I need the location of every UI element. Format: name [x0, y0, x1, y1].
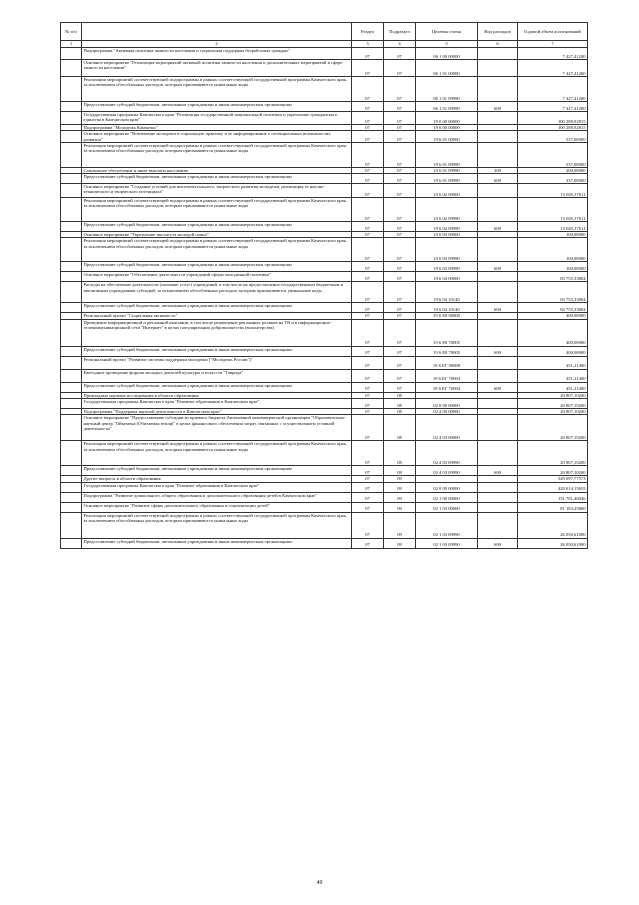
row-article-cell: 06 1 01 09990	[416, 77, 478, 102]
row-name-cell: Социальное обеспечение и иные выплаты населению	[82, 167, 352, 173]
row-article-cell: 02 4 03 09990	[416, 466, 478, 476]
row-article-cell: 19 6 04 10140	[416, 303, 478, 313]
table-row	[61, 174, 588, 184]
table-row	[61, 346, 588, 356]
row-vid-cell: 600	[478, 538, 518, 548]
table-row	[61, 60, 588, 77]
row-razdel-cell: 07	[352, 303, 384, 313]
header-number-cell: 2	[82, 41, 352, 48]
row-vid-cell	[478, 238, 518, 262]
row-number-cell	[61, 198, 82, 222]
row-podrazdel-cell: 07	[384, 125, 416, 131]
row-podrazdel-cell: 09	[384, 482, 416, 492]
row-podrazdel-cell: 09	[384, 476, 416, 482]
row-podrazdel-cell: 07	[384, 174, 416, 184]
table-row	[61, 441, 588, 466]
row-vid-cell	[478, 369, 518, 382]
row-podrazdel-cell: 07	[384, 232, 416, 238]
row-vid-cell	[478, 512, 518, 538]
row-amount-cell: 83 755,33804	[518, 282, 588, 303]
header-col-razdel: Раздел	[352, 23, 384, 41]
row-razdel-cell: 07	[352, 409, 384, 415]
row-amount-cell: 26 050,61000	[518, 538, 588, 548]
row-razdel-cell: 07	[352, 272, 384, 282]
row-amount-cell: 7 427,41200	[518, 77, 588, 102]
row-number-cell	[61, 356, 82, 369]
table-body	[61, 48, 588, 549]
row-article-cell: 19 6 02 09990	[416, 198, 478, 222]
row-podrazdel-cell: 07	[384, 346, 416, 356]
row-vid-cell: 600	[478, 466, 518, 476]
row-name-cell: Ежегодное проведение форума молодых деятелей культуры и искусств "Таврида"	[82, 369, 352, 382]
header-number-cell: 7	[518, 41, 588, 48]
row-podrazdel-cell: 07	[384, 167, 416, 173]
row-amount-cell: 537,00000	[518, 142, 588, 167]
table-row	[61, 77, 588, 102]
row-vid-cell	[478, 142, 518, 167]
row-razdel-cell: 07	[352, 125, 384, 131]
row-podrazdel-cell: 07	[384, 319, 416, 346]
row-razdel-cell: 07	[352, 346, 384, 356]
row-amount-cell: 100,00000	[518, 232, 588, 238]
header-col-number: № п/п	[61, 23, 82, 41]
row-podrazdel-cell: 08	[384, 399, 416, 409]
row-name-cell: Реализация мероприятий соответствующей подпрограммы в рамках соответствующей государственной программы Камчатского края, за исключением обособленных расходов, которым присваиваются уникальные коды	[82, 512, 352, 538]
row-vid-cell	[478, 131, 518, 143]
row-podrazdel-cell: 07	[384, 262, 416, 272]
row-amount-cell: 7 427,41200	[518, 60, 588, 77]
row-number-cell	[61, 399, 82, 409]
row-name-cell: Предоставление субсидий бюджетным, автономным учреждениям и иным некоммерческим организациям	[82, 382, 352, 392]
table-row	[61, 512, 588, 538]
row-name-cell: Расходы на обеспечение деятельности (оказание услуг) учреждений, в том числе на предоставление государственным бюджетным и автономным учреждениям субсидий, за исключением обособленных расходов, которым присваиваются уникальные коды	[82, 282, 352, 303]
row-podrazdel-cell: 07	[384, 131, 416, 143]
row-razdel-cell: 07	[352, 112, 384, 125]
row-number-cell	[61, 102, 82, 112]
row-name-cell: Предоставление субсидий бюджетным, автономным учреждениям и иным некоммерческим организациям	[82, 174, 352, 184]
row-name-cell: Основное мероприятие "Развитие сферы дополнительного образования и социализации детей"	[82, 502, 352, 512]
row-number-cell	[61, 184, 82, 198]
row-amount-cell: 400,00000	[518, 346, 588, 356]
row-podrazdel-cell: 08	[384, 415, 416, 441]
row-razdel-cell: 07	[352, 184, 384, 198]
row-number-cell	[61, 415, 82, 441]
row-number-cell	[61, 131, 82, 143]
row-razdel-cell: 07	[352, 102, 384, 112]
row-amount-cell: 100 288,92815	[518, 125, 588, 131]
row-number-cell	[61, 77, 82, 102]
row-name-cell: Региональный проект "Социальная активность"	[82, 313, 352, 319]
row-podrazdel-cell: 08	[384, 392, 416, 398]
row-number-cell	[61, 112, 82, 125]
row-vid-cell	[478, 282, 518, 303]
row-razdel-cell: 07	[352, 382, 384, 392]
header-col-name	[82, 23, 352, 41]
row-number-cell	[61, 48, 82, 60]
row-name-cell: Реализация мероприятий соответствующей подпрограммы в рамках соответствующей государственной программы Камчатского края, за исключением обособленных расходов, которым присваиваются уникальные коды	[82, 77, 352, 102]
row-podrazdel-cell: 07	[384, 222, 416, 232]
row-amount-cell: 451,21400	[518, 369, 588, 382]
row-name-cell: Реализация мероприятий соответствующей подпрограммы в рамках соответствующей государственной программы Камчатского края, за исключением обособленных расходов, которым присваиваются уникальные коды	[82, 441, 352, 466]
row-article-cell: 02 1 03 00000	[416, 502, 478, 512]
row-name-cell: Предоставление субсидий бюджетным, автономным учреждениям и иным некоммерческим организациям	[82, 466, 352, 476]
row-article-cell: 19 6 04 00000	[416, 272, 478, 282]
row-razdel-cell: 07	[352, 392, 384, 398]
row-amount-cell: 451,21400	[518, 382, 588, 392]
row-razdel-cell: 07	[352, 167, 384, 173]
row-article-cell: 06 1 00 00000	[416, 48, 478, 60]
table-row	[61, 262, 588, 272]
header-col-volume: Годовой объем ассигнований	[518, 23, 588, 41]
table-row	[61, 492, 588, 502]
row-razdel-cell: 07	[352, 238, 384, 262]
row-number-cell	[61, 482, 82, 492]
row-amount-cell: 15 045,37611	[518, 184, 588, 198]
row-razdel-cell: 07	[352, 222, 384, 232]
row-number-cell	[61, 272, 82, 282]
row-vid-cell: 600	[478, 382, 518, 392]
table-row	[61, 184, 588, 198]
row-podrazdel-cell: 08	[384, 409, 416, 415]
row-vid-cell: 600	[478, 102, 518, 112]
row-podrazdel-cell: 08	[384, 441, 416, 466]
row-number-cell	[61, 303, 82, 313]
table-header	[61, 23, 588, 48]
row-amount-cell: 15 045,37611	[518, 198, 588, 222]
row-name-cell: Проведение информационной и рекламной кампании, в том числе размещение рекламных роликов на ТВ и в информационно-телекоммуникационной сети "Интернет" в целях популяризации добровольчества (волонтерства)	[82, 319, 352, 346]
row-name-cell: Основное мероприятие "Реализация мероприятий активной политики занятости населения и дополнительных мероприятий в сфере занятости населения"	[82, 60, 352, 77]
row-vid-cell	[478, 48, 518, 60]
row-amount-cell: 20 807,10200	[518, 415, 588, 441]
row-number-cell	[61, 142, 82, 167]
row-article-cell: 02 1 03 09990	[416, 512, 478, 538]
row-podrazdel-cell: 07	[384, 313, 416, 319]
row-razdel-cell: 07	[352, 198, 384, 222]
row-article-cell: 19 6 01 09990	[416, 142, 478, 167]
row-podrazdel-cell: 08	[384, 466, 416, 476]
row-razdel-cell: 07	[352, 356, 384, 369]
row-razdel-cell: 07	[352, 482, 384, 492]
row-razdel-cell: 07	[352, 415, 384, 441]
row-number-cell	[61, 466, 82, 476]
row-article-cell: 02 4 03 00000	[416, 415, 478, 441]
row-number-cell	[61, 60, 82, 77]
row-podrazdel-cell: 09	[384, 502, 416, 512]
row-podrazdel-cell: 07	[384, 272, 416, 282]
row-podrazdel-cell: 07	[384, 369, 416, 382]
row-amount-cell: 81 183,25800	[518, 502, 588, 512]
table-row	[61, 198, 588, 222]
row-article-cell: 19 6 E8 00000	[416, 313, 478, 319]
row-article-cell: 02 4 00 00000	[416, 409, 478, 415]
row-amount-cell: 20 807,10200	[518, 466, 588, 476]
row-name-cell: Прикладные научные исследования в области образования	[82, 392, 352, 398]
row-amount-cell: 15 045,37611	[518, 222, 588, 232]
row-razdel-cell: 07	[352, 538, 384, 548]
row-number-cell	[61, 369, 82, 382]
row-vid-cell	[478, 319, 518, 346]
header-col-vid: Вид расходов	[478, 23, 518, 41]
row-article-cell: 19 6 00 00000	[416, 125, 478, 131]
row-number-cell	[61, 222, 82, 232]
row-podrazdel-cell: 07	[384, 142, 416, 167]
row-amount-cell: 200,00000	[518, 167, 588, 173]
row-article-cell: 19 6 02 00000	[416, 184, 478, 198]
row-number-cell	[61, 262, 82, 272]
row-amount-cell: 83 755,33804	[518, 303, 588, 313]
row-article-cell: 19 0 00 00000	[416, 112, 478, 125]
row-podrazdel-cell: 07	[384, 48, 416, 60]
row-name-cell: Предоставление субсидий бюджетным, автономным учреждениям и иным некоммерческим организациям	[82, 102, 352, 112]
row-name-cell: Основное мероприятие "Вовлечение молодежи в социальную практику и ее информирование о потенциальных возможностях развития"	[82, 131, 352, 143]
row-amount-cell: 100,00000	[518, 262, 588, 272]
row-podrazdel-cell: 07	[384, 198, 416, 222]
row-article-cell: 19 6 01 09990	[416, 174, 478, 184]
row-article-cell: 02 1 03 09990	[416, 538, 478, 548]
header-col-article: Целевая статья	[416, 23, 478, 41]
row-amount-cell: 20 807,10200	[518, 441, 588, 466]
row-podrazdel-cell: 07	[384, 60, 416, 77]
row-name-cell: Региональный проект "Развитие системы поддержки молодежи ("Молодежь России")"	[82, 356, 352, 369]
row-razdel-cell: 07	[352, 262, 384, 272]
row-vid-cell	[478, 60, 518, 77]
row-name-cell: Государственная программа Камчатского края "Развитие образования в Камчатском крае"	[82, 399, 352, 409]
row-article-cell: 02 4 03 09990	[416, 441, 478, 466]
row-article-cell: 02 0 00 00000	[416, 399, 478, 409]
budget-table	[60, 22, 588, 549]
row-podrazdel-cell: 07	[384, 112, 416, 125]
row-podrazdel-cell: 07	[384, 356, 416, 369]
table-row	[61, 238, 588, 262]
table-row	[61, 272, 588, 282]
row-number-cell	[61, 441, 82, 466]
row-razdel-cell: 07	[352, 502, 384, 512]
table-row	[61, 399, 588, 409]
row-amount-cell: 537,00000	[518, 131, 588, 143]
table-row	[61, 48, 588, 60]
row-name-cell: Подпрограмма "Развитие дошкольного, общего образования и дополнительного образования детей в Камчатском крае"	[82, 492, 352, 502]
row-article-cell: 02 0 00 00000	[416, 482, 478, 492]
page-number: 49	[316, 880, 323, 886]
row-vid-cell: 600	[478, 222, 518, 232]
row-name-cell: Реализация мероприятий соответствующей подпрограммы в рамках соответствующей государственной программы Камчатского края, за исключением обособленных расходов, которым присваиваются уникальные коды	[82, 142, 352, 167]
row-vid-cell	[478, 441, 518, 466]
row-name-cell: Основное мероприятие "Предоставление субсидии из краевого бюджета Автономной некоммерческой организации "Образовательно-научный центр "Ойкумена (Обитаемая земля)" в целях финансового обеспечения затрат, связанных с осуществлением уставной деятельности"	[82, 415, 352, 441]
row-name-cell: Реализация мероприятий соответствующей подпрограммы в рамках соответствующей государственной программы Камчатского края, за исключением обособленных расходов, которым присваиваются уникальные коды	[82, 238, 352, 262]
row-podrazdel-cell: 09	[384, 512, 416, 538]
row-razdel-cell: 07	[352, 282, 384, 303]
row-amount-cell: 20 807,10200	[518, 399, 588, 409]
row-amount-cell: 420 014,15655	[518, 482, 588, 492]
row-vid-cell	[478, 399, 518, 409]
row-amount-cell: 20 807,10200	[518, 392, 588, 398]
table-row	[61, 502, 588, 512]
table-row	[61, 356, 588, 369]
row-name-cell: Государственная программа Камчатского края "Развитие образования в Камчатском крае"	[82, 482, 352, 492]
row-razdel-cell: 07	[352, 492, 384, 502]
row-article-cell: 19 6 04 10140	[416, 282, 478, 303]
row-name-cell: Предоставление субсидий бюджетным, автономным учреждениям и иным некоммерческим организациям	[82, 262, 352, 272]
row-article-cell: 19 6 E8 70005	[416, 346, 478, 356]
row-number-cell	[61, 538, 82, 548]
row-name-cell: Реализация мероприятий соответствующей подпрограммы в рамках соответствующей государственной программы Камчатского края, за исключением обособленных расходов, которым присваиваются уникальные коды	[82, 198, 352, 222]
row-article-cell: 19 6 ЕГ 00000	[416, 356, 478, 369]
row-vid-cell: 600	[478, 303, 518, 313]
header-number-cell: 1	[61, 41, 82, 48]
row-name-cell: Предоставление субсидий бюджетным, автономным учреждениям и иным некоммерческим организациям	[82, 538, 352, 548]
row-vid-cell	[478, 198, 518, 222]
table-row	[61, 369, 588, 382]
table-row	[61, 482, 588, 492]
row-vid-cell: 600	[478, 346, 518, 356]
row-vid-cell	[478, 482, 518, 492]
row-razdel-cell: 07	[352, 466, 384, 476]
table-row	[61, 142, 588, 167]
row-number-cell	[61, 174, 82, 184]
row-vid-cell	[478, 77, 518, 102]
row-razdel-cell: 07	[352, 131, 384, 143]
row-podrazdel-cell: 09	[384, 492, 416, 502]
row-number-cell	[61, 346, 82, 356]
table-row	[61, 131, 588, 143]
row-razdel-cell: 07	[352, 232, 384, 238]
row-name-cell: Предоставление субсидий бюджетным, автономным учреждениям и иным некоммерческим организациям	[82, 222, 352, 232]
row-amount-cell: 7 427,41200	[518, 48, 588, 60]
row-name-cell: Другие вопросы в области образования	[82, 476, 352, 482]
row-razdel-cell: 07	[352, 60, 384, 77]
row-amount-cell: 100,00000	[518, 238, 588, 262]
row-podrazdel-cell: 07	[384, 382, 416, 392]
row-amount-cell: 337,00000	[518, 174, 588, 184]
row-article-cell: 19 6 03 00000	[416, 232, 478, 238]
row-podrazdel-cell: 07	[384, 77, 416, 102]
row-article-cell: 19 6 01 00000	[416, 131, 478, 143]
row-article-cell: 19 6 01 09990	[416, 167, 478, 173]
table-row	[61, 415, 588, 441]
row-razdel-cell: 07	[352, 142, 384, 167]
row-amount-cell: 100 288,92815	[518, 112, 588, 125]
row-number-cell	[61, 282, 82, 303]
row-article-cell: 06 1 01 00000	[416, 60, 478, 77]
header-col-podrazdel: Подраздел	[384, 23, 416, 41]
table-row	[61, 102, 588, 112]
row-article-cell: 02 1 00 00000	[416, 492, 478, 502]
row-name-cell: Подпрограмма "Активная политика занятости населения и социальная поддержка безработных граждан"	[82, 48, 352, 60]
row-razdel-cell: 07	[352, 48, 384, 60]
row-amount-cell: 151 701,46046	[518, 492, 588, 502]
row-vid-cell	[478, 184, 518, 198]
row-article-cell: 06 1 01 09990	[416, 102, 478, 112]
row-vid-cell	[478, 502, 518, 512]
header-number-cell: 6	[478, 41, 518, 48]
header-number-cell: 3	[352, 41, 384, 48]
row-article-cell: 19 6 E8 70005	[416, 319, 478, 346]
row-number-cell	[61, 382, 82, 392]
table-row	[61, 303, 588, 313]
row-vid-cell: 600	[478, 174, 518, 184]
row-podrazdel-cell: 07	[384, 184, 416, 198]
row-podrazdel-cell: 07	[384, 303, 416, 313]
row-razdel-cell: 07	[352, 77, 384, 102]
row-name-cell: Подпрограмма "Молодежь Камчатки"	[82, 125, 352, 131]
row-razdel-cell: 07	[352, 476, 384, 482]
table-row	[61, 538, 588, 548]
row-amount-cell: 451,21400	[518, 356, 588, 369]
row-amount-cell: 20 807,10200	[518, 409, 588, 415]
table-row	[61, 466, 588, 476]
table-row	[61, 112, 588, 125]
row-article-cell: 19 6 02 09990	[416, 222, 478, 232]
row-article-cell: 19 6 ЕГ 70004	[416, 369, 478, 382]
row-amount-cell: 83 755,33804	[518, 272, 588, 282]
table-row	[61, 222, 588, 232]
row-razdel-cell: 07	[352, 441, 384, 466]
row-number-cell	[61, 502, 82, 512]
row-name-cell: Предоставление субсидий бюджетным, автономным учреждениям и иным некоммерческим организациям	[82, 346, 352, 356]
row-name-cell: Государственная программа Камчатского края "Реализация государственной национальной политики и укрепление гражданского единства в Камчатском крае"	[82, 112, 352, 125]
row-razdel-cell: 07	[352, 174, 384, 184]
header-number-cell: 4	[384, 41, 416, 48]
row-podrazdel-cell: 07	[384, 282, 416, 303]
table-row	[61, 319, 588, 346]
row-article-cell: 19 6 ЕГ 70004	[416, 382, 478, 392]
row-name-cell: Основное мероприятие "Создание условий для интеллектуального, творческого развития молодежи, реализация ее научно-технического и творческого потенциала"	[82, 184, 352, 198]
row-vid-cell	[478, 356, 518, 369]
row-amount-cell: 400,00000	[518, 319, 588, 346]
row-amount-cell: 26 050,61000	[518, 512, 588, 538]
row-name-cell: Основное мероприятие "Обеспечение деятельности учреждений сферы молодежной политики"	[82, 272, 352, 282]
row-number-cell	[61, 512, 82, 538]
row-number-cell	[61, 238, 82, 262]
row-vid-cell	[478, 415, 518, 441]
table-row	[61, 382, 588, 392]
row-razdel-cell: 07	[352, 319, 384, 346]
row-amount-cell: 400,00000	[518, 313, 588, 319]
row-name-cell: Подпрограмма "Поддержка научной деятельности в Камчатском крае"	[82, 409, 352, 415]
row-podrazdel-cell: 07	[384, 238, 416, 262]
row-razdel-cell: 07	[352, 369, 384, 382]
row-podrazdel-cell: 09	[384, 538, 416, 548]
table-row	[61, 282, 588, 303]
row-vid-cell	[478, 272, 518, 282]
row-number-cell	[61, 492, 82, 502]
row-article-cell: 19 6 03 09990	[416, 262, 478, 272]
row-amount-cell: 7 427,41200	[518, 102, 588, 112]
row-vid-cell	[478, 492, 518, 502]
row-article-cell: 19 6 03 09990	[416, 238, 478, 262]
row-razdel-cell: 07	[352, 512, 384, 538]
row-vid-cell	[478, 112, 518, 125]
row-number-cell	[61, 319, 82, 346]
row-name-cell: Основное мероприятие "Укрепление института молодой семьи"	[82, 232, 352, 238]
row-razdel-cell: 07	[352, 399, 384, 409]
row-name-cell: Предоставление субсидий бюджетным, автономным учреждениям и иным некоммерческим организациям	[82, 303, 352, 313]
row-vid-cell: 300	[478, 167, 518, 173]
row-podrazdel-cell: 07	[384, 102, 416, 112]
header-number-cell: 5	[416, 41, 478, 48]
row-razdel-cell: 07	[352, 313, 384, 319]
row-vid-cell: 600	[478, 262, 518, 272]
row-amount-cell: 549 097,77573	[518, 476, 588, 482]
